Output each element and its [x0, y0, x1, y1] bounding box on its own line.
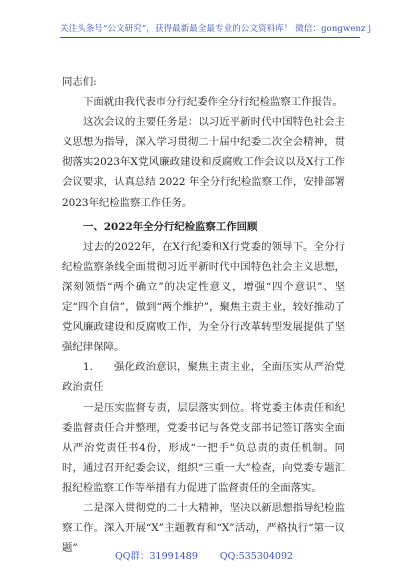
- footer-qq: QQ:535304092: [219, 551, 294, 562]
- salutation: 同志们:: [62, 76, 97, 88]
- paragraph-review: 过去的2022年，在X行纪委和X行党委的领导下。全分行纪检监察条线全面贯彻习近平新时代中国特色社会主义思想，深刻领悟“两个确立”的决定性意义，增强“四个意识”、坚定“四个自信”，做到“两个维护”，聚焦主责主业，较好推动了党风廉政建设和反腐败工作，为全分行改革转型发展提供了坚强纪律保障。: [62, 240, 345, 354]
- numbered-item-1: 1. 强化政治意识，聚焦主责主业，全面压实从严治党政治责任: [62, 361, 345, 394]
- page-footer: [0, 548, 408, 562]
- page-header-banner: 关注头条号“公文研究”，获得最新最全最专业的公文资料库！ 微信：gongwenz j: [60, 22, 360, 38]
- paragraph-tasks: 这次会议的主要任务是：以习近平新时代中国特色社会主义思想为指导，深入学习贯彻二十届中纪委二次全会精神，贯彻落实2023年X党风廉政建设和反腐败工作会议以及X行工作会议要求，认真总结 2022 年全分行纪检监察工作，安排部署2023年纪检监察工作任务。: [62, 116, 345, 209]
- paragraph-point-1: 一是压实监督专责，层层落实到位。将党委主体责任和纪委监督责任合并整理，党委书记与各党支部书记签订落实全面从严治党责任书4份，形成“一把手”负总责的责任机制。同时，通过召开纪委会议，组织“三重一大”检查，向党委专题汇报纪检监察工作等举措有力促进了监督责任的全面落实。: [62, 401, 345, 494]
- paragraph-point-2: 二是深入贯彻党的二十大精神，坚决以新思想指导纪检监察工作。深入开展“X”主题教育和“X”活动，严格执行“第一议题”: [62, 501, 345, 555]
- section-heading: 一、2022年全分行纪检监察工作回顾: [83, 220, 258, 233]
- document-body: [62, 72, 345, 558]
- paragraph-intro: 下面就由我代表市分行纪委作全分行纪检监察工作报告。: [83, 96, 343, 109]
- footer-qq-group: QQ群：31991489: [114, 551, 198, 562]
